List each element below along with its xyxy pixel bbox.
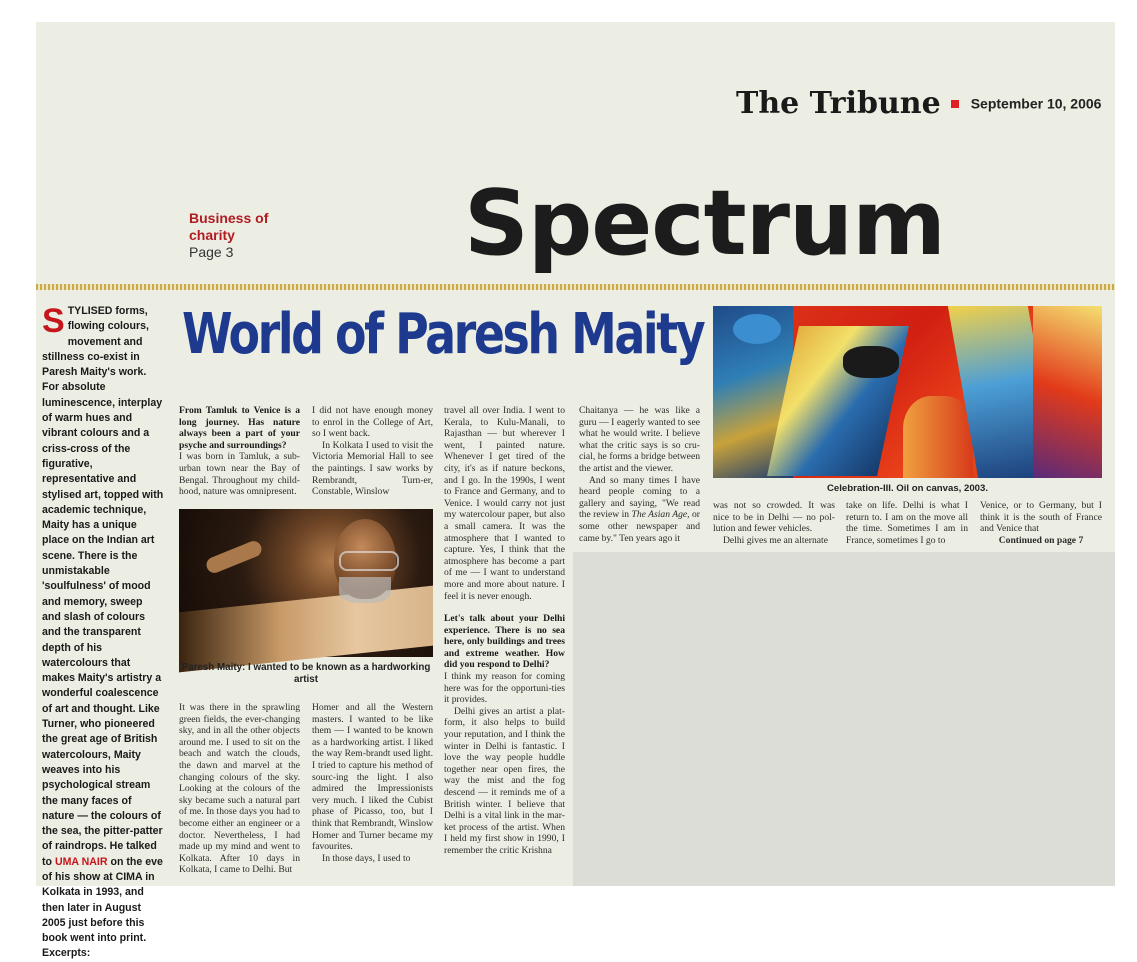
continued-note: Continued on page 7 <box>998 534 1084 546</box>
column-4-text-b: And so many times I have heard people coming to a gallery and saying, "We read the review in <box>579 474 700 521</box>
drop-cap: S <box>42 302 65 340</box>
intro-column <box>42 304 164 962</box>
publication-name: The Asian Age, <box>631 509 690 521</box>
answer-1: I was born in Tamluk, a sub-urban town near the Bay of Bengal. Throughout my child-hood, nature was omnipresent. <box>179 451 300 498</box>
column-7 <box>713 500 835 546</box>
column-3-text-c: Delhi gives an artist a plat-form, it also helps to build your reputation, and I think the winter in Delhi is fantastic. I love the way people huddle together near open fires, the way the mist and the fog descend — it reminds me of a British winter. I believe that Delhi is a vital link in the mar-ket process of the artist. When I held my first show in 1990, I remember the critic Krishna <box>444 705 565 856</box>
article-headline: World of Paresh Maity <box>182 302 704 367</box>
column-5 <box>179 702 300 876</box>
column-3 <box>444 405 565 857</box>
photo-brush <box>204 539 264 576</box>
newspaper-logo: The Tribune <box>736 86 941 121</box>
painting-figure-3 <box>903 396 973 478</box>
column-8 <box>846 500 968 546</box>
painting-caption: Celebration-III. Oil on canvas, 2003. <box>826 483 989 494</box>
painting-figure-5 <box>1033 306 1102 478</box>
intro-text: TYLISED forms, flowing colours, movement and stillness co-exist in Paresh Maity's work. For absolute luminescence, interplay of warm hues and vibrant colours and a criss-cross of the figurative, representative and stylised art, topped with academic technique, Maity has a unique place on the Indian art scene. There is the unmistakable 'soulfulness' of mood and memory, sweep and slash of colours and the transparent depth of his watercolours that makes Maity's artistry a wonderful coalescence of art and thought. Like Turner, who pioneered the great age of British watercolours, Maity weaves into his psychological stream the many faces of nature — the colours of the sea, the pitter-patter of raindrops. He talked to <box>42 305 164 868</box>
column-8-text: take on life. Delhi is what I return to. I am on the move all the time. Sometimes I am in France, sometimes I go to <box>846 500 968 546</box>
red-square-icon <box>951 100 959 108</box>
question-1: From Tamluk to Venice is a long journey. Has nature always been a part of your psyche and surroundings? <box>179 405 300 451</box>
painting-hat-1 <box>733 314 781 344</box>
column-6-text-b: In those days, I used to <box>322 852 411 864</box>
column-6-text: Homer and all the Western masters. I wanted to be like them — I wanted to be known as a hardworking artist. I liked the way Rem-brandt used light. I tried to capture his method of sourc-ing the light. I also admired the Impressionists very much. I liked the Cubist phase of Picasso, too, but I think that Rembrandt, Winslow Homer and Turner became my favourites. <box>312 702 433 853</box>
photo-arm <box>179 586 433 673</box>
photo-glasses <box>339 551 399 571</box>
teaser-title-2: charity <box>189 227 235 243</box>
artist-photo <box>179 509 433 657</box>
column-7-text: was not so crowded. It was nice to be in Delhi — no pol-lution and fewer vehicles. <box>713 500 835 535</box>
column-4-text: Chaitanya — he was like a guru — I eagerly wanted to see what he would write. I believe what the critic says is so cru-cial, he forms a bridge between the artist and the viewer. <box>579 405 700 474</box>
intro-text-end: on the eve of his show at CIMA in Kolkata in 1993, and then later in August 2005 just before this book went into print. Excerpts: <box>42 855 163 960</box>
column-4 <box>579 405 700 544</box>
column-3-text: travel all over India. I went to Kerala, to Kulu-Manali, to Rajasthan — but wherever I went, I painted nature. Whenever I get tired of the city, it's as if nature beckons, and I go. In the 1990s, I went to France and Germany, and to Venice. I would carry not just my watercolour paper, but also a small camera. It was the atmosphere that I wanted to capture. Yes, I think that the atmosphere has become a part of me — I want to understand more and more about nature. I feel it is never enough. <box>444 405 565 602</box>
question-2: Let's talk about your Delhi experience. There is no sea here, only buildings and trees and extreme weather. How did you respond to Delhi? <box>444 613 565 671</box>
column-4-text-c: or some other newspaper and came by." Ten years ago it <box>579 509 700 544</box>
masthead <box>736 86 1106 126</box>
issue-date: September 10, 2006 <box>970 95 1102 112</box>
photo-beard <box>339 577 391 603</box>
blank-area <box>573 552 1115 886</box>
answer-2: I think my reason for coming here was for the opportuni-ties it provides. <box>444 671 565 706</box>
author-name: UMA NAIR <box>54 855 108 868</box>
column-2 <box>312 405 433 498</box>
dotted-rule <box>36 284 1115 290</box>
painting-horn <box>843 346 899 378</box>
newspaper-clipping <box>36 22 1115 960</box>
column-6 <box>312 702 433 864</box>
painting-image <box>713 306 1102 478</box>
column-2-text-b: In Kolkata I used to visit the Victoria Memorial Hall to see the paintings. I saw works by Rembrandt, Turn-er, Constable, Winslow <box>312 439 433 498</box>
column-5-text: It was there in the sprawling green fields, the ever-changing sky, and in all the other objects around me. I used to sit on the beach and watch the clouds, the dawn and marvel at the changing colours of the sky. Looking at the colours of the sky became such a natural part of me. In those days you had to become either an engineer or a doctor. Nevertheless, I had made up my mind and went to Kolkata. After 10 days in Kolkata, I came to Delhi. But <box>179 702 300 876</box>
photo-caption: Paresh Maity: I wanted to be known as a hardworking artist <box>181 662 431 685</box>
column-9 <box>980 500 1102 546</box>
teaser-box <box>189 210 268 261</box>
section-title: Spectrum <box>464 171 945 276</box>
teaser-title-1: Business of <box>189 210 269 226</box>
column-7-text-b: Delhi gives me an alternate <box>723 534 828 546</box>
column-1 <box>179 405 300 498</box>
column-9-text: Venice, or to Germany, but I think it is the south of France and Venice that <box>980 500 1102 535</box>
teaser-page: Page 3 <box>189 244 234 260</box>
column-2-text: I did not have enough money to enrol in the College of Art, so I went back. <box>312 405 433 440</box>
